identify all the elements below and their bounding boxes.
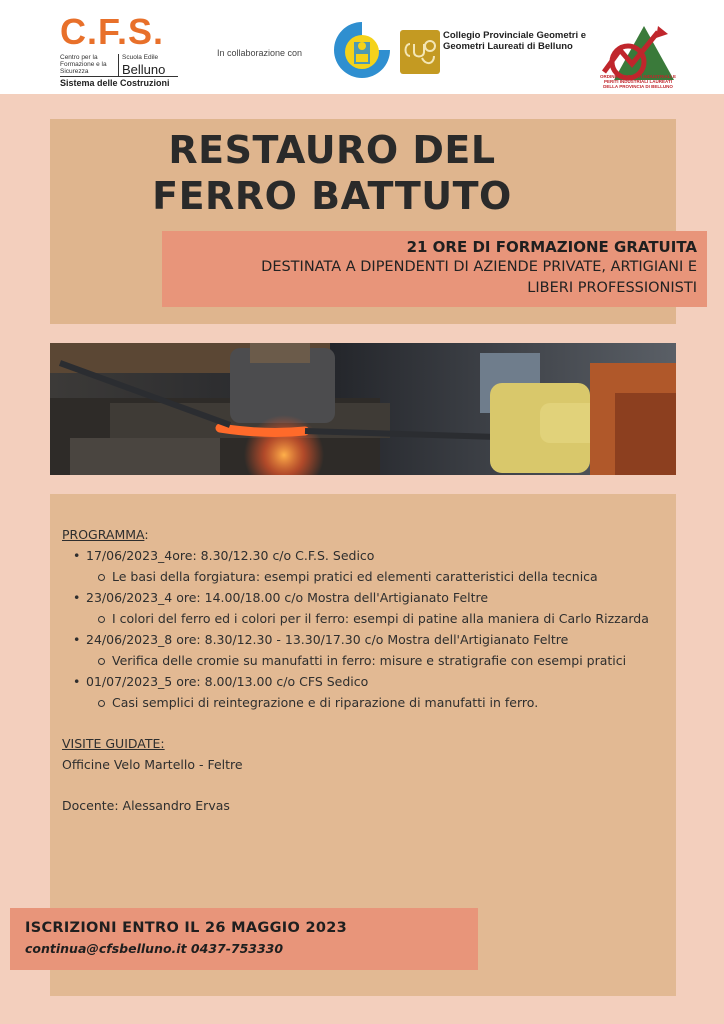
cfs-logo-divider xyxy=(118,54,119,76)
session-topics xyxy=(86,608,662,629)
registration-deadline: ISCRIZIONI ENTRO IL 26 MAGGIO 2023 xyxy=(25,920,348,936)
forge-hammer-anvil-photo-icon xyxy=(50,343,676,475)
title-line-2: FERRO BATTUTO xyxy=(152,174,512,218)
header-bar xyxy=(0,0,724,94)
session-topics xyxy=(86,650,662,671)
registration-banner xyxy=(10,908,478,970)
cfs-logo-subtitle-big: Belluno xyxy=(122,62,166,77)
subtitle-line-1: DESTINATA A DIPENDENTI DI AZIENDE PRIVATE, ARTIGIANI E xyxy=(261,259,697,275)
session-date: 24/06/2023_8 ore: 8.30/12.30 - 13.30/17.30 c/o Mostra dell'Artigianato Feltre xyxy=(86,632,569,647)
spacer xyxy=(62,775,662,795)
spacer xyxy=(62,713,662,733)
registration-contact[interactable]: continua@cfsbelluno.it 0437-753330 xyxy=(25,941,284,956)
program-session xyxy=(70,545,662,587)
main-title xyxy=(50,127,614,219)
subtitle-highlight: 21 ORE DI FORMAZIONE GRATUITA xyxy=(406,238,697,256)
cfs-logo-title: C.F.S. xyxy=(60,11,165,52)
session-date: 01/07/2023_5 ore: 8.00/13.00 c/o CFS Sedico xyxy=(86,674,369,689)
session-topic: Le basi della forgiatura: esempi pratici ed elementi caratteristici della tecnica xyxy=(96,566,662,587)
session-topic: I colori del ferro ed i colori per il ferro: esempi di patine alla maniera di Carlo Rizzarda xyxy=(96,608,662,629)
cfs-logo-subtitle-small: Scuola Edile xyxy=(122,54,159,61)
program-session xyxy=(70,671,662,713)
program-heading: PROGRAMMA xyxy=(62,527,145,542)
geometri-g-logo-icon xyxy=(330,18,394,82)
session-topic: Casi semplici di reintegrazione e di riparazione di manufatti in ferro. xyxy=(96,692,662,713)
session-topic: Verifica delle cromie su manufatti in ferro: misure e stratigrafie con esempi pratici xyxy=(96,650,662,671)
collegio-cg-mark xyxy=(400,30,440,74)
program-sessions-list xyxy=(62,545,662,713)
visits-heading: VISITE GUIDATE: xyxy=(62,736,165,751)
subtitle-line-2: LIBERI PROFESSIONISTI xyxy=(527,280,697,296)
collegio-cg-logo-icon xyxy=(400,30,440,74)
collaboration-label: In collaborazione con xyxy=(217,48,303,58)
session-date: 17/06/2023_4ore: 8.30/12.30 c/o C.F.S. Sedico xyxy=(86,548,375,563)
program-content xyxy=(62,524,662,816)
subtitle-banner xyxy=(162,231,707,307)
program-heading-row: PROGRAMMA: xyxy=(62,527,149,542)
session-topics xyxy=(86,692,662,713)
visits-text: Officine Velo Martello - Feltre xyxy=(62,757,243,772)
cfs-logo-subtitle-left: Centro per la Formazione e la Sicurezza xyxy=(60,54,107,75)
program-session xyxy=(70,587,662,629)
session-date: 23/06/2023_4 ore: 14.00/18.00 c/o Mostra dell'Artigianato Feltre xyxy=(86,590,489,605)
teacher-text: Docente: Alessandro Ervas xyxy=(62,798,230,813)
cfs-logo-tagline: Sistema delle Costruzioni xyxy=(60,76,178,88)
cfs-logo xyxy=(60,11,178,90)
forge-photo xyxy=(50,343,676,475)
collegio-logo-text: Collegio Provinciale Geometri e Geometri Laureati di Belluno xyxy=(443,30,587,52)
periti-logo-text: ORDINE DEI PERITI INDUSTRIALI E PERITI INDUSTRIALI LAUREATI DELLA PROVINCIA DI BELLUNO xyxy=(599,74,676,89)
title-line-1: RESTAURO DEL xyxy=(168,128,496,172)
session-topics xyxy=(86,566,662,587)
program-session xyxy=(70,629,662,671)
